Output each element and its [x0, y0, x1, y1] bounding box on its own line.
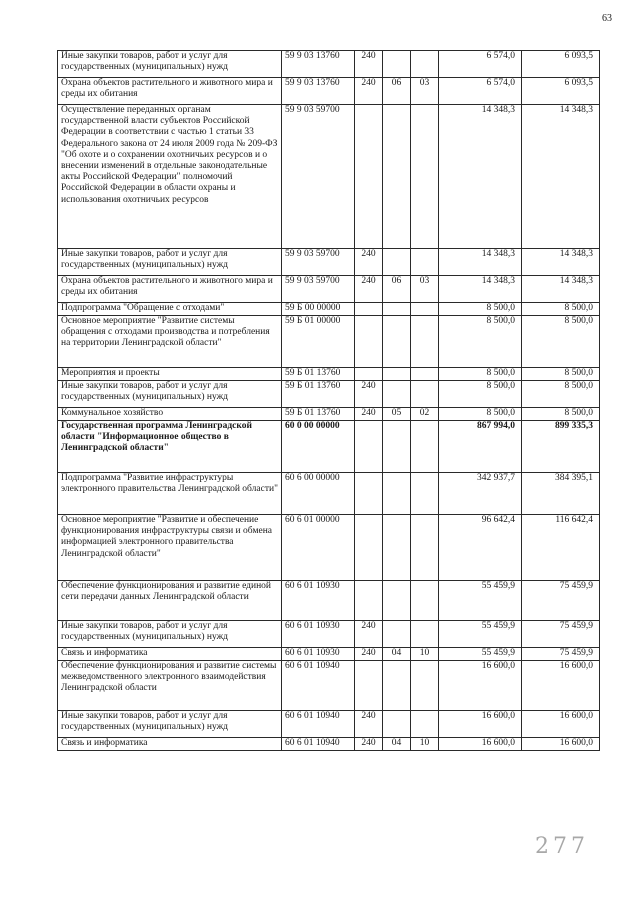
cell-amount-year-2: 75 459,9 [522, 581, 600, 621]
cell-target-code: 60 6 00 00000 [282, 473, 355, 515]
cell-name: Связь и информатика [58, 648, 282, 661]
table-row [58, 648, 600, 661]
cell-expense-type: 240 [355, 621, 383, 648]
cell-subsection [411, 621, 439, 648]
cell-target-code: 59 Б 01 13760 [282, 368, 355, 381]
cell-section [383, 581, 411, 621]
cell-section [383, 661, 411, 711]
cell-expense-type: 240 [355, 276, 383, 303]
cell-amount-year-2: 6 093,5 [522, 78, 600, 105]
cell-amount-year-1: 6 574,0 [439, 51, 522, 78]
cell-subsection [411, 316, 439, 368]
cell-amount-year-1: 8 500,0 [439, 408, 522, 421]
cell-amount-year-1: 8 500,0 [439, 368, 522, 381]
cell-name: Основное мероприятие "Развитие и обеспечение функционирования инфраструктуры связи и обмена информацией электронного правительства Ленинградской области" [58, 515, 282, 581]
cell-section: 06 [383, 276, 411, 303]
cell-target-code: 59 Б 01 13760 [282, 408, 355, 421]
table-row [58, 368, 600, 381]
cell-subsection [411, 473, 439, 515]
table-row [58, 738, 600, 751]
cell-subsection: 02 [411, 408, 439, 421]
cell-section [383, 316, 411, 368]
cell-name: Иные закупки товаров, работ и услуг для государственных (муниципальных) нужд [58, 621, 282, 648]
cell-amount-year-1: 16 600,0 [439, 738, 522, 751]
cell-target-code: 59 Б 01 00000 [282, 316, 355, 368]
cell-name: Охрана объектов растительного и животного мира и среды их обитания [58, 78, 282, 105]
cell-amount-year-2: 8 500,0 [522, 303, 600, 316]
table-row [58, 473, 600, 515]
cell-amount-year-1: 55 459,9 [439, 648, 522, 661]
cell-amount-year-2: 899 335,3 [522, 421, 600, 473]
cell-subsection [411, 661, 439, 711]
table-row [58, 661, 600, 711]
cell-target-code: 60 6 01 10940 [282, 661, 355, 711]
cell-subsection: 03 [411, 78, 439, 105]
cell-amount-year-2: 14 348,3 [522, 276, 600, 303]
cell-amount-year-2: 16 600,0 [522, 711, 600, 738]
cell-target-code: 60 6 01 10930 [282, 621, 355, 648]
table-body [58, 51, 600, 751]
cell-target-code: 59 9 03 59700 [282, 276, 355, 303]
cell-section [383, 381, 411, 408]
table-row [58, 408, 600, 421]
table-row [58, 105, 600, 249]
cell-subsection [411, 368, 439, 381]
cell-amount-year-1: 8 500,0 [439, 381, 522, 408]
cell-target-code: 60 6 01 10940 [282, 738, 355, 751]
cell-amount-year-1: 8 500,0 [439, 303, 522, 316]
cell-subsection: 10 [411, 648, 439, 661]
cell-subsection [411, 381, 439, 408]
cell-target-code: 59 9 03 59700 [282, 249, 355, 276]
cell-name: Государственная программа Ленинградской области "Информационное общество в Ленинградской области" [58, 421, 282, 473]
cell-subsection [411, 515, 439, 581]
cell-amount-year-2: 8 500,0 [522, 316, 600, 368]
sheet-number: 277 [535, 834, 589, 859]
table-row [58, 381, 600, 408]
cell-target-code: 60 6 01 00000 [282, 515, 355, 581]
cell-amount-year-1: 14 348,3 [439, 105, 522, 249]
cell-target-code: 60 6 01 10930 [282, 581, 355, 621]
cell-name: Основное мероприятие "Развитие системы обращения с отходами производства и потребления на территории Ленинградской области" [58, 316, 282, 368]
table-row [58, 51, 600, 78]
cell-amount-year-2: 16 600,0 [522, 738, 600, 751]
cell-amount-year-2: 14 348,3 [522, 105, 600, 249]
cell-expense-type [355, 581, 383, 621]
cell-expense-type: 240 [355, 51, 383, 78]
cell-target-code: 60 0 00 00000 [282, 421, 355, 473]
cell-expense-type: 240 [355, 738, 383, 751]
cell-expense-type [355, 473, 383, 515]
cell-amount-year-1: 96 642,4 [439, 515, 522, 581]
cell-target-code: 59 9 03 59700 [282, 105, 355, 249]
cell-section [383, 711, 411, 738]
cell-section [383, 303, 411, 316]
cell-amount-year-1: 6 574,0 [439, 78, 522, 105]
cell-section [383, 473, 411, 515]
cell-expense-type: 240 [355, 408, 383, 421]
cell-expense-type: 240 [355, 711, 383, 738]
cell-section: 06 [383, 78, 411, 105]
cell-section: 04 [383, 648, 411, 661]
cell-section: 05 [383, 408, 411, 421]
table-row [58, 581, 600, 621]
cell-amount-year-1: 14 348,3 [439, 276, 522, 303]
cell-subsection [411, 581, 439, 621]
cell-section: 04 [383, 738, 411, 751]
cell-amount-year-1: 16 600,0 [439, 711, 522, 738]
table-row [58, 621, 600, 648]
cell-name: Подпрограмма "Развитие инфраструктуры электронного правительства Ленинградской области" [58, 473, 282, 515]
cell-section [383, 621, 411, 648]
table-row [58, 78, 600, 105]
cell-subsection: 03 [411, 276, 439, 303]
cell-target-code: 59 9 03 13760 [282, 78, 355, 105]
cell-name: Иные закупки товаров, работ и услуг для государственных (муниципальных) нужд [58, 249, 282, 276]
cell-subsection: 10 [411, 738, 439, 751]
budget-table [57, 50, 600, 751]
cell-section [383, 105, 411, 249]
cell-name: Связь и информатика [58, 738, 282, 751]
cell-expense-type [355, 303, 383, 316]
cell-name: Иные закупки товаров, работ и услуг для государственных (муниципальных) нужд [58, 381, 282, 408]
cell-subsection [411, 303, 439, 316]
cell-expense-type: 240 [355, 78, 383, 105]
cell-expense-type [355, 515, 383, 581]
table-row [58, 249, 600, 276]
cell-section [383, 421, 411, 473]
cell-amount-year-2: 116 642,4 [522, 515, 600, 581]
cell-amount-year-1: 16 600,0 [439, 661, 522, 711]
cell-expense-type [355, 105, 383, 249]
cell-subsection [411, 51, 439, 78]
cell-name: Иные закупки товаров, работ и услуг для государственных (муниципальных) нужд [58, 51, 282, 78]
cell-amount-year-1: 342 937,7 [439, 473, 522, 515]
cell-amount-year-1: 55 459,9 [439, 621, 522, 648]
table-row [58, 303, 600, 316]
table-row [58, 711, 600, 738]
cell-name: Подпрограмма "Обращение с отходами" [58, 303, 282, 316]
cell-amount-year-2: 16 600,0 [522, 661, 600, 711]
table-row [58, 515, 600, 581]
cell-amount-year-1: 55 459,9 [439, 581, 522, 621]
cell-expense-type [355, 421, 383, 473]
cell-expense-type [355, 316, 383, 368]
cell-target-code: 60 6 01 10940 [282, 711, 355, 738]
page-number: 63 [602, 13, 612, 24]
cell-name: Охрана объектов растительного и животного мира и среды их обитания [58, 276, 282, 303]
cell-name: Обеспечение функционирования и развитие единой сети передачи данных Ленинградской области [58, 581, 282, 621]
cell-expense-type: 240 [355, 381, 383, 408]
cell-target-code: 59 Б 01 13760 [282, 381, 355, 408]
cell-subsection [411, 711, 439, 738]
cell-expense-type: 240 [355, 249, 383, 276]
cell-target-code: 59 9 03 13760 [282, 51, 355, 78]
table-row [58, 421, 600, 473]
cell-amount-year-2: 8 500,0 [522, 368, 600, 381]
cell-amount-year-1: 8 500,0 [439, 316, 522, 368]
cell-subsection [411, 421, 439, 473]
cell-amount-year-2: 384 395,1 [522, 473, 600, 515]
cell-subsection [411, 105, 439, 249]
cell-amount-year-2: 8 500,0 [522, 408, 600, 421]
table-row [58, 276, 600, 303]
cell-name: Иные закупки товаров, работ и услуг для государственных (муниципальных) нужд [58, 711, 282, 738]
cell-section [383, 368, 411, 381]
cell-name: Коммунальное хозяйство [58, 408, 282, 421]
cell-amount-year-1: 867 994,0 [439, 421, 522, 473]
cell-amount-year-1: 14 348,3 [439, 249, 522, 276]
cell-amount-year-2: 75 459,9 [522, 648, 600, 661]
cell-amount-year-2: 14 348,3 [522, 249, 600, 276]
cell-section [383, 51, 411, 78]
cell-name: Осуществление переданных органам государственной власти субъектов Российской Федерации в соответствии с частью 1 статьи 33 Федерального закона от 24 июля 2009 года № 209-ФЗ "Об охоте и о сохранении охотничьих ресурсов и о внесении изменений в отдельные законодательные акты Российской Федерации" полномочий Российской Федерации в области охраны и использования охотничьих ресурсов [58, 105, 282, 249]
cell-amount-year-2: 75 459,9 [522, 621, 600, 648]
table-row [58, 316, 600, 368]
cell-name: Обеспечение функционирования и развитие системы межведомственного электронного взаимодействия Ленинградской области [58, 661, 282, 711]
cell-subsection [411, 249, 439, 276]
cell-name: Мероприятия и проекты [58, 368, 282, 381]
cell-expense-type: 240 [355, 648, 383, 661]
cell-section [383, 249, 411, 276]
cell-target-code: 60 6 01 10930 [282, 648, 355, 661]
cell-expense-type [355, 368, 383, 381]
cell-target-code: 59 Б 00 00000 [282, 303, 355, 316]
cell-amount-year-2: 6 093,5 [522, 51, 600, 78]
cell-amount-year-2: 8 500,0 [522, 381, 600, 408]
cell-section [383, 515, 411, 581]
cell-expense-type [355, 661, 383, 711]
